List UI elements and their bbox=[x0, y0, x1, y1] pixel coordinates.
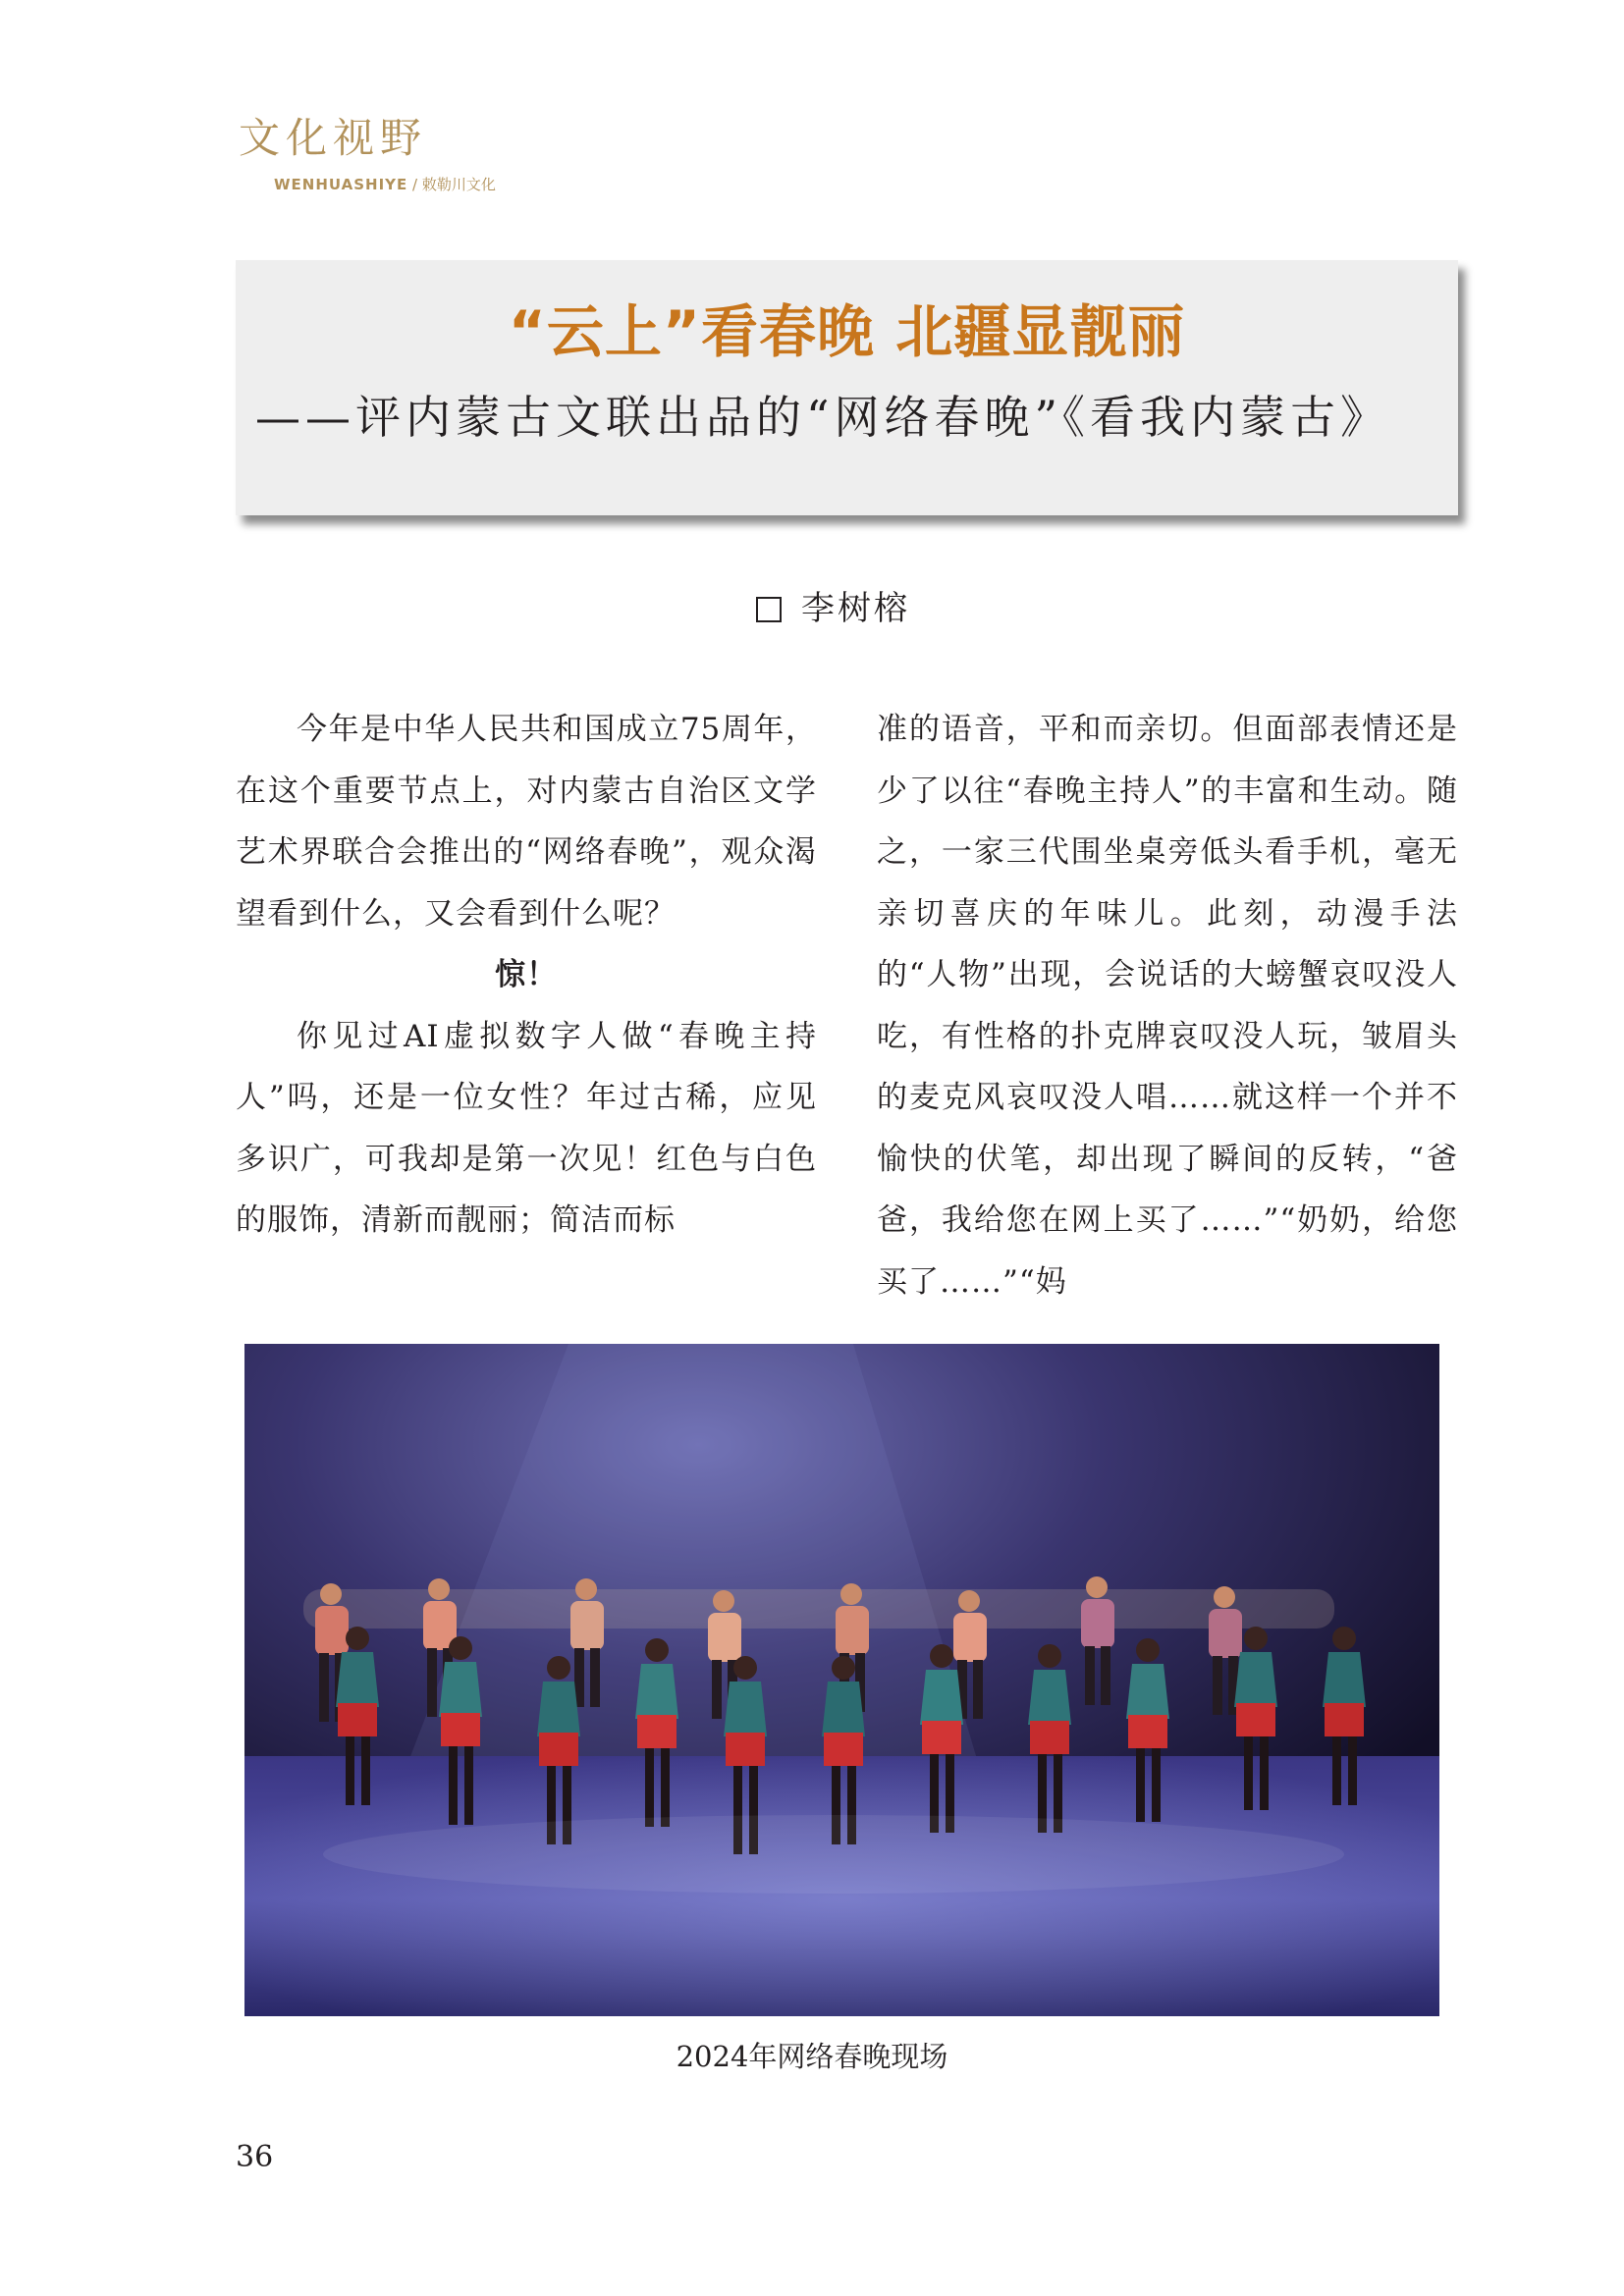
section-title: 文化视野 bbox=[239, 114, 428, 162]
section-en-label: WENHUASHIYE bbox=[274, 176, 408, 193]
title-box bbox=[236, 260, 1458, 515]
section-divider: / bbox=[407, 176, 422, 193]
left-column bbox=[236, 699, 817, 1252]
section-heading: 惊！ bbox=[495, 957, 558, 992]
section-subtitle bbox=[274, 174, 496, 194]
figure-caption: 2024年网络春晚现场 bbox=[676, 2040, 948, 2073]
page-number: 36 bbox=[236, 2140, 274, 2174]
article-subtitle: ——评内蒙古文联出品的“网络春晚”《看我内蒙古》 bbox=[255, 391, 1391, 444]
right-column bbox=[877, 699, 1458, 1312]
byline bbox=[756, 584, 910, 633]
stage-photo bbox=[244, 1344, 1439, 2016]
paragraph: 准的语音，平和而亲切。但面部表情还是少了以往“春晚主持人”的丰富和生动。随之，一家三代围坐桌旁低头看手机，毫无亲切喜庆的年味儿。此刻，动漫手法的“人物”出现，会说话的大螃蟹哀叹没人吃，有性格的扑克牌哀叹没人玩，皱眉头的麦克风哀叹没人唱……就这样一个并不愉快的伏笔，却出现了瞬间的反转，“爸爸，我给您在网上买了……”“奶奶，给您买了……”“妈 bbox=[877, 712, 1458, 1300]
square-box-icon bbox=[756, 597, 782, 622]
section-cn-label: 敕勒川文化 bbox=[421, 176, 496, 193]
paragraph: 你见过AI虚拟数字人做“春晚主持人”吗，还是一位女性？年过古稀，应见多识广，可我却是第一次见！红色与白色的服饰，清新而靓丽；简洁而标 bbox=[236, 1018, 817, 1238]
article-title: “云上”看春晚 北疆显靓丽 bbox=[508, 298, 1186, 365]
author-name: 李树榕 bbox=[801, 589, 910, 628]
section-header bbox=[239, 113, 496, 194]
stage-photo-illustration bbox=[244, 1344, 1439, 2016]
paragraph: 今年是中华人民共和国成立75周年，在这个重要节点上，对内蒙古自治区文学艺术界联合会推出的“网络春晚”，观众渴望看到什么，又会看到什么呢？ bbox=[236, 712, 817, 932]
